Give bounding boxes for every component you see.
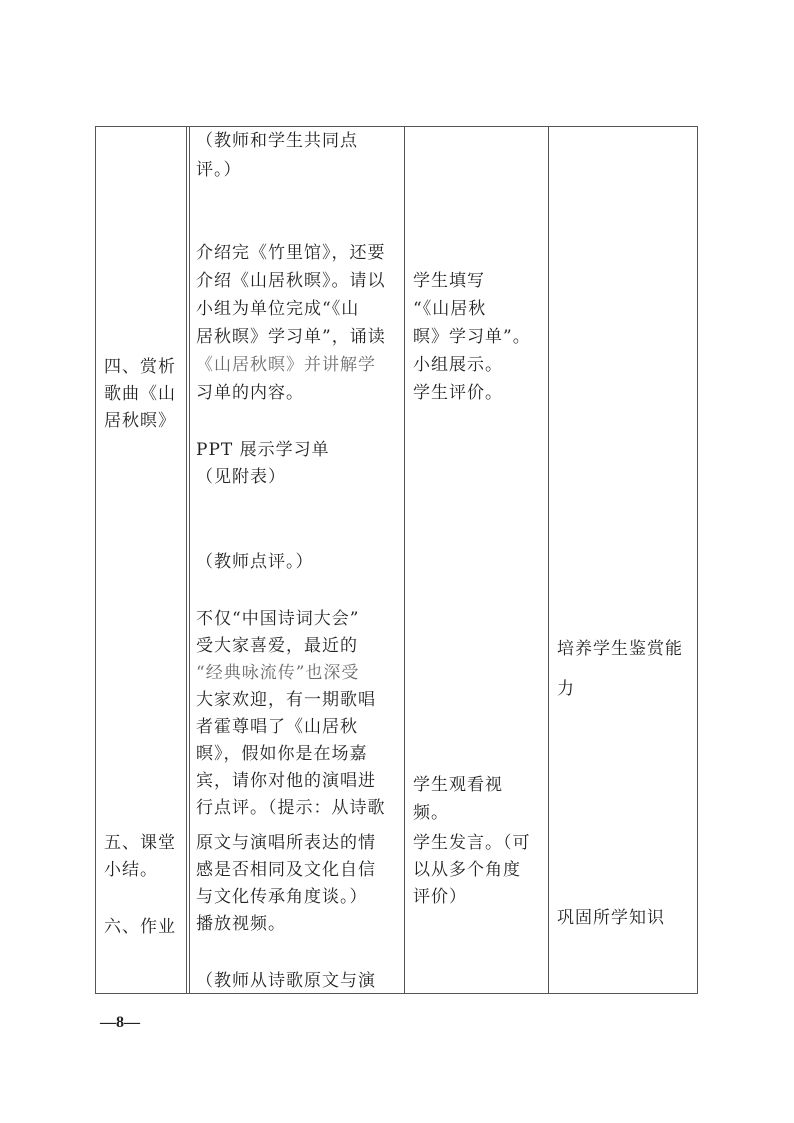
lesson-plan-table [95, 126, 698, 994]
student-text: 小组展示。 [413, 355, 503, 375]
stage-label: 五、课堂 [104, 833, 176, 853]
teacher-text: 介绍《山居秋暝》。请以 [196, 271, 386, 291]
column-divider-1 [186, 127, 190, 993]
teacher-text: 大家欢迎，有一期歌唱 [196, 690, 376, 710]
poem-title: 《山居秋暝》 [196, 355, 304, 375]
student-text: “《山居秋 [413, 299, 487, 319]
intent-text: 培养学生鉴赏能 [557, 639, 683, 659]
program-title: “经典咏流传” [196, 663, 306, 683]
student-text: 学生发言。（可 [413, 833, 531, 853]
teacher-text: （教师点评。） [196, 552, 314, 572]
student-text: 暝》学习单”。 [413, 327, 531, 347]
teacher-text: 与文化传承角度谈。） [196, 887, 368, 907]
teacher-text: 小组为单位完成“《山 [196, 299, 360, 319]
teacher-text [196, 352, 376, 378]
teacher-text: 原文与演唱所表达的情 [196, 833, 376, 853]
column-divider-2 [404, 127, 405, 993]
page-number: —8— [100, 1014, 140, 1031]
student-text: 学生观看视 [413, 775, 503, 795]
teacher-text: 受大家喜爱，最近的 [196, 636, 358, 656]
stage-label: 六、作业 [104, 917, 176, 937]
teacher-text: 不仅“中国诗词大会” [196, 609, 360, 629]
intent-text: 巩固所学知识 [557, 908, 665, 928]
teacher-text: 并讲解学 [304, 355, 376, 375]
stage-label: 小结。 [104, 860, 158, 880]
teacher-text: 习单的内容。 [196, 383, 304, 403]
teacher-text: （见附表） [196, 467, 286, 487]
teacher-text: 评。） [196, 160, 242, 180]
student-text: 以从多个角度 [413, 860, 521, 880]
column-divider-3 [548, 127, 549, 993]
teacher-text: 介绍完《竹里馆》，还要 [196, 243, 386, 263]
teacher-text [196, 660, 359, 686]
teacher-text: 也深受 [305, 663, 360, 683]
student-text: 学生评价。 [413, 383, 503, 403]
stage-label: 歌曲《山 [104, 384, 176, 404]
stage-label: 四、赏析 [104, 357, 176, 377]
student-text: 评价） [413, 887, 467, 907]
teacher-text: 居秋暝》学习单”，诵读 [196, 327, 386, 347]
student-text: 频。 [413, 803, 449, 823]
teacher-text: 感是否相同及文化自信 [196, 860, 376, 880]
intent-text: 力 [557, 679, 575, 699]
teacher-text: （教师从诗歌原文与演 [196, 971, 376, 991]
teacher-text: 播放视频。 [196, 914, 286, 934]
teacher-text: 暝》，假如你是在场嘉 [196, 744, 368, 764]
student-text: 学生填写 [413, 271, 485, 291]
teacher-text: 宾，请你对他的演唱进 [196, 771, 376, 791]
teacher-text: 者霍尊唱了《山居秋 [196, 717, 358, 737]
teacher-text: 行点评。（提示：从诗歌 [196, 798, 386, 818]
stage-label: 居秋暝》 [104, 411, 176, 431]
teacher-text: PPT 展示学习单 [196, 440, 330, 460]
teacher-text: （教师和学生共同点 [196, 131, 358, 151]
